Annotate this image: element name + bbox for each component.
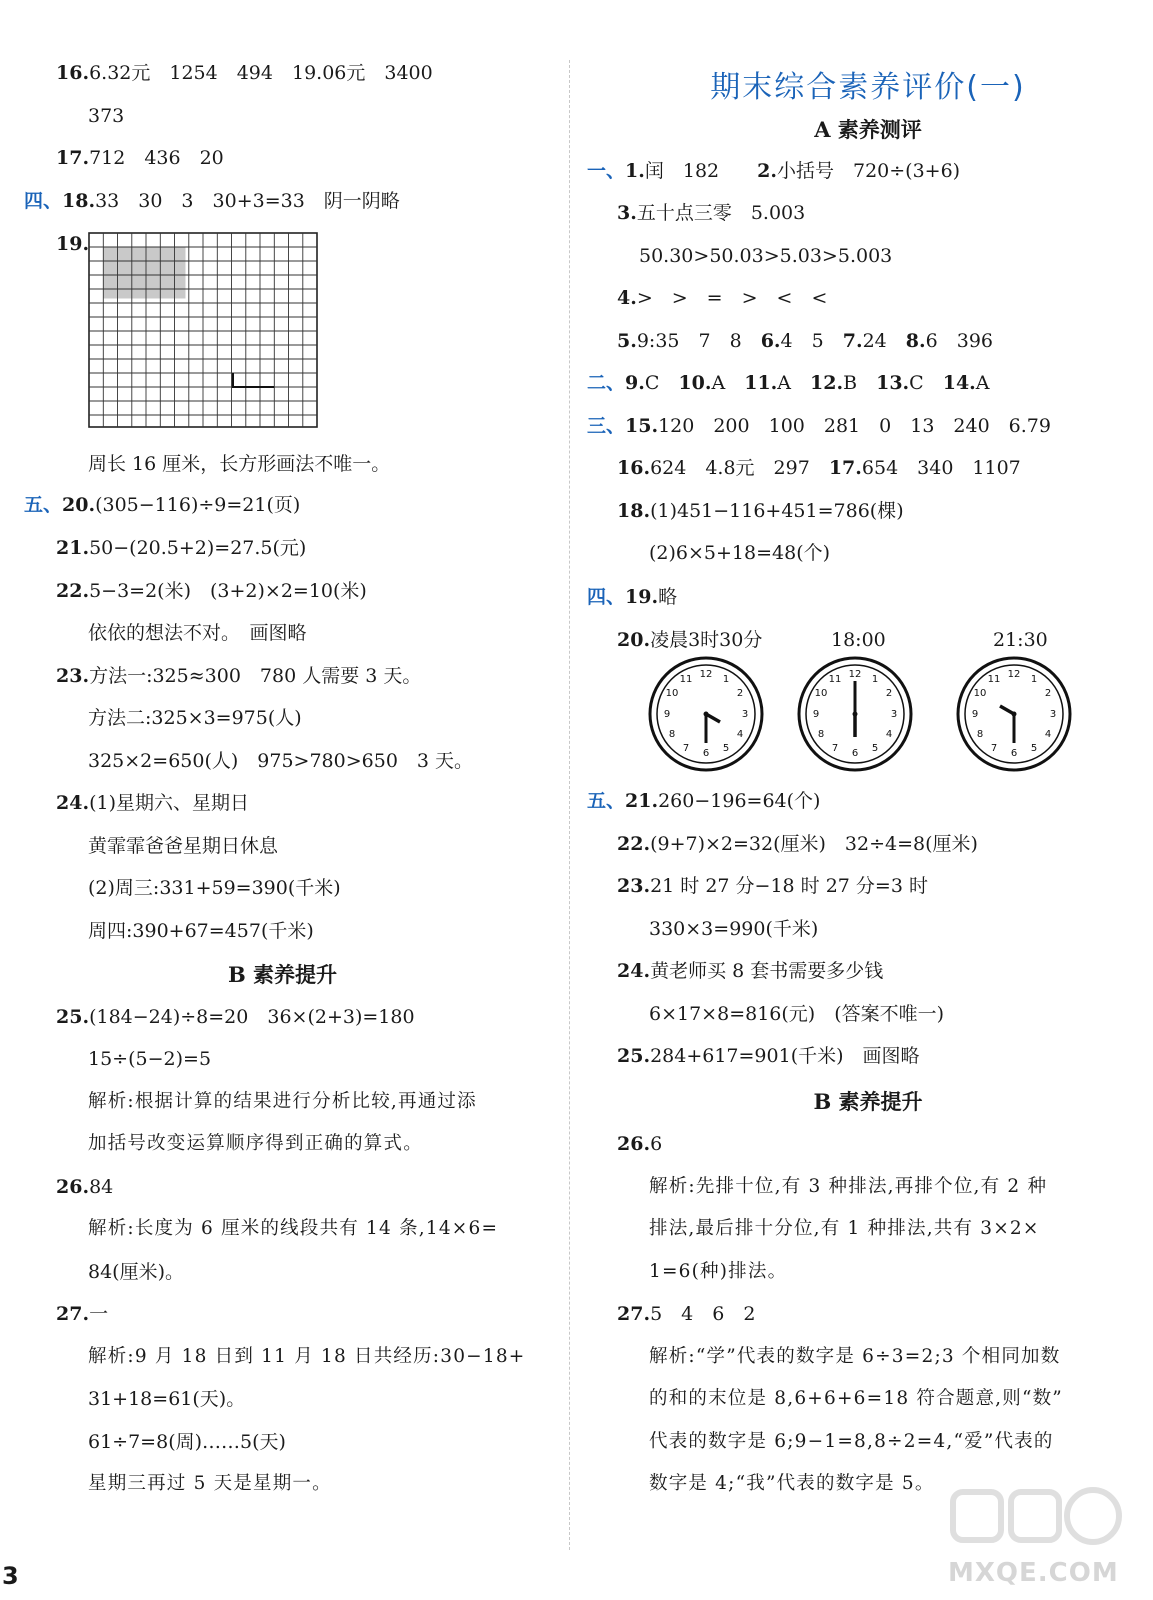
- svg-text:7: 7: [682, 743, 690, 754]
- r-q3-line-2: 50.30>50.03>5.03>5.003: [639, 245, 893, 267]
- right-column: [583, 0, 1153, 1600]
- q16-line: 16.6.32元 1254 494 19.06元 3400: [56, 62, 433, 84]
- q24-line-3: (2)周三:331+59=390(千米): [88, 877, 341, 899]
- r-q3-line: 3.五十点三零 5.003: [617, 202, 806, 224]
- svg-text:4: 4: [736, 729, 744, 740]
- q16-line-2: 373: [88, 105, 125, 127]
- q19-label: 19.: [56, 233, 90, 255]
- q26-line: 26.84: [56, 1176, 114, 1198]
- svg-text:2: 2: [736, 688, 744, 699]
- svg-text:11: 11: [987, 674, 1001, 685]
- q25-analysis-1: 解析:根据计算的结果进行分析比较,再通过添: [88, 1091, 477, 1112]
- q23-line-3: 325×2=650(人) 975>780>650 3 天。: [88, 750, 474, 772]
- r-q26-line: 26.6: [617, 1133, 663, 1155]
- r-q22-line: 22.(9+7)×2=32(厘米) 32÷4=8(厘米): [617, 833, 978, 855]
- r-q27-analysis-1: 解析:“学”代表的数字是 6÷3=2;3 个相同加数: [649, 1346, 1061, 1367]
- svg-text:12: 12: [848, 669, 862, 680]
- svg-text:3: 3: [1049, 709, 1057, 720]
- svg-text:3: 3: [741, 709, 749, 720]
- r-q24-line: 24.黄老师买 8 套书需要多少钱: [617, 960, 884, 982]
- q21-line: 21.50−(20.5+2)=27.5(元): [56, 537, 307, 559]
- svg-text:4: 4: [885, 729, 893, 740]
- r-q15-line: 三、15.120 200 100 281 0 13 240 6.79: [587, 415, 1051, 437]
- svg-text:6: 6: [702, 748, 710, 759]
- drawn-rectangle-edge: [233, 373, 274, 387]
- svg-text:5: 5: [1030, 743, 1038, 754]
- clock-face-1: [647, 655, 765, 773]
- q24-line: 24.(1)星期六、星期日: [56, 792, 249, 814]
- svg-text:9: 9: [971, 709, 979, 720]
- q18-line: 四、18.33 30 3 30+3=33 阴一阴略: [24, 190, 400, 212]
- clock-face-2: [796, 655, 914, 773]
- svg-text:10: 10: [665, 688, 679, 699]
- r-q25-line: 25.284+617=901(千米) 画图略: [617, 1045, 920, 1067]
- r-q1-line: 一、1.闰 182 2.小括号 720÷(3+6): [587, 160, 961, 182]
- clock-face-3: [955, 655, 1073, 773]
- q25-line-2: 15÷(5−2)=5: [88, 1048, 212, 1070]
- q27-analysis-1: 解析:9 月 18 日到 11 月 18 日共经历:30−18+: [88, 1346, 526, 1367]
- r-q18-line-2: (2)6×5+18=48(个): [649, 542, 831, 564]
- r-q20-line: 20.凌晨3时30分: [617, 629, 763, 651]
- r-q27-analysis-4: 数字是 4;“我”代表的数字是 5。: [649, 1473, 935, 1494]
- svg-text:2: 2: [885, 688, 893, 699]
- svg-text:8: 8: [976, 729, 984, 740]
- q22-line: 22.5−3=2(米) (3+2)×2=10(米): [56, 580, 367, 602]
- r-q5-line: 5.9:35 7 8 6.4 5 7.24 8.6 396: [617, 330, 993, 352]
- svg-text:8: 8: [668, 729, 676, 740]
- column-divider: [569, 60, 570, 1550]
- svg-text:1: 1: [722, 674, 730, 685]
- r-q19-line: 四、19.略: [587, 586, 678, 608]
- left-column: [0, 0, 565, 1600]
- r-q26-analysis-1: 解析:先排十位,有 3 种排法,再排个位,有 2 种: [649, 1176, 1048, 1197]
- q24-line-2: 黄霏霏爸爸星期日休息: [88, 835, 279, 857]
- q27-analysis-4: 星期三再过 5 天是星期一。: [88, 1473, 332, 1494]
- svg-text:12: 12: [699, 669, 713, 680]
- svg-text:2: 2: [1044, 688, 1052, 699]
- q23-line: 23.方法一:325≈300 780 人需要 3 天。: [56, 665, 422, 687]
- shaded-rectangle: [104, 248, 186, 299]
- q26-analysis-1: 解析:长度为 6 厘米的线段共有 14 条,14×6=: [88, 1218, 499, 1239]
- a-section-heading: A 素养测评: [814, 117, 922, 142]
- svg-text:5: 5: [871, 743, 879, 754]
- svg-text:11: 11: [679, 674, 693, 685]
- clock-label-2: 18:00: [831, 629, 886, 651]
- r-q27-line: 27.5 4 6 2: [617, 1303, 756, 1325]
- r-q4-line: 4.> > = > < <: [617, 287, 828, 309]
- svg-text:7: 7: [990, 743, 998, 754]
- r-q9-line: 二、9.C 10.A 11.A 12.B 13.C 14.A: [587, 372, 990, 394]
- page-title: 期末综合素养评价(一): [710, 70, 1026, 105]
- svg-text:6: 6: [1010, 748, 1018, 759]
- r-q27-analysis-2: 的和的末位是 8,6+6+6=18 符合题意,则“数”: [649, 1388, 1063, 1409]
- svg-text:7: 7: [831, 743, 839, 754]
- r-q16-line: 16.624 4.8元 297 17.654 340 1107: [617, 457, 1021, 479]
- q23-line-2: 方法二:325×3=975(人): [88, 707, 302, 729]
- svg-text:4: 4: [1044, 729, 1052, 740]
- r-q23-line-2: 330×3=990(千米): [649, 918, 819, 940]
- q22-line-2: 依依的想法不对。 画图略: [88, 622, 307, 644]
- b-section-heading-right: B 素养提升: [813, 1089, 923, 1114]
- svg-text:12: 12: [1007, 669, 1021, 680]
- page-number: 3: [2, 1562, 19, 1590]
- r-q26-analysis-3: 1=6(种)排法。: [649, 1261, 788, 1282]
- svg-text:1: 1: [871, 674, 879, 685]
- r-q27-analysis-3: 代表的数字是 6;9−1=8,8÷2=4,“爱”代表的: [649, 1431, 1054, 1452]
- clock-label-3: 21:30: [993, 629, 1048, 651]
- r-q24-line-2: 6×17×8=816(元) (答案不唯一): [649, 1003, 945, 1025]
- svg-text:11: 11: [828, 674, 842, 685]
- q19-note: 周长 16 厘米，长方形画法不唯一。: [88, 453, 391, 475]
- q25-analysis-2: 加括号改变运算顺序得到正确的算式。: [88, 1133, 423, 1154]
- q24-line-4: 周四:390+67=457(千米): [88, 920, 314, 942]
- svg-text:8: 8: [817, 729, 825, 740]
- q27-line: 27.一: [56, 1303, 109, 1325]
- svg-text:3: 3: [890, 709, 898, 720]
- q25-line: 25.(184−24)÷8=20 36×(2+3)=180: [56, 1006, 415, 1028]
- svg-text:9: 9: [812, 709, 820, 720]
- svg-text:6: 6: [851, 748, 859, 759]
- svg-text:10: 10: [814, 688, 828, 699]
- svg-text:9: 9: [663, 709, 671, 720]
- q19-grid-figure: [88, 232, 320, 430]
- r-q18-line: 18.(1)451−116+451=786(棵): [617, 500, 904, 522]
- q27-analysis-2: 31+18=61(天)。: [88, 1388, 246, 1410]
- q26-analysis-2: 84(厘米)。: [88, 1261, 185, 1283]
- r-q21-line: 五、21.260−196=64(个): [587, 790, 821, 812]
- svg-text:5: 5: [722, 743, 730, 754]
- q20-line: 五、20.(305−116)÷9=21(页): [24, 494, 301, 516]
- b-section-heading-left: B 素养提升: [227, 962, 338, 987]
- svg-text:1: 1: [1030, 674, 1038, 685]
- q27-analysis-3: 61÷7=8(周)……5(天): [88, 1431, 286, 1453]
- r-q23-line: 23.21 时 27 分−18 时 27 分=3 时: [617, 875, 928, 897]
- watermark-text: MXQE.COM: [948, 1558, 1119, 1588]
- svg-text:10: 10: [973, 688, 987, 699]
- r-q26-analysis-2: 排法,最后排十分位,有 1 种排法,共有 3×2×: [649, 1218, 1040, 1239]
- q17-line: 17.712 436 20: [56, 147, 224, 169]
